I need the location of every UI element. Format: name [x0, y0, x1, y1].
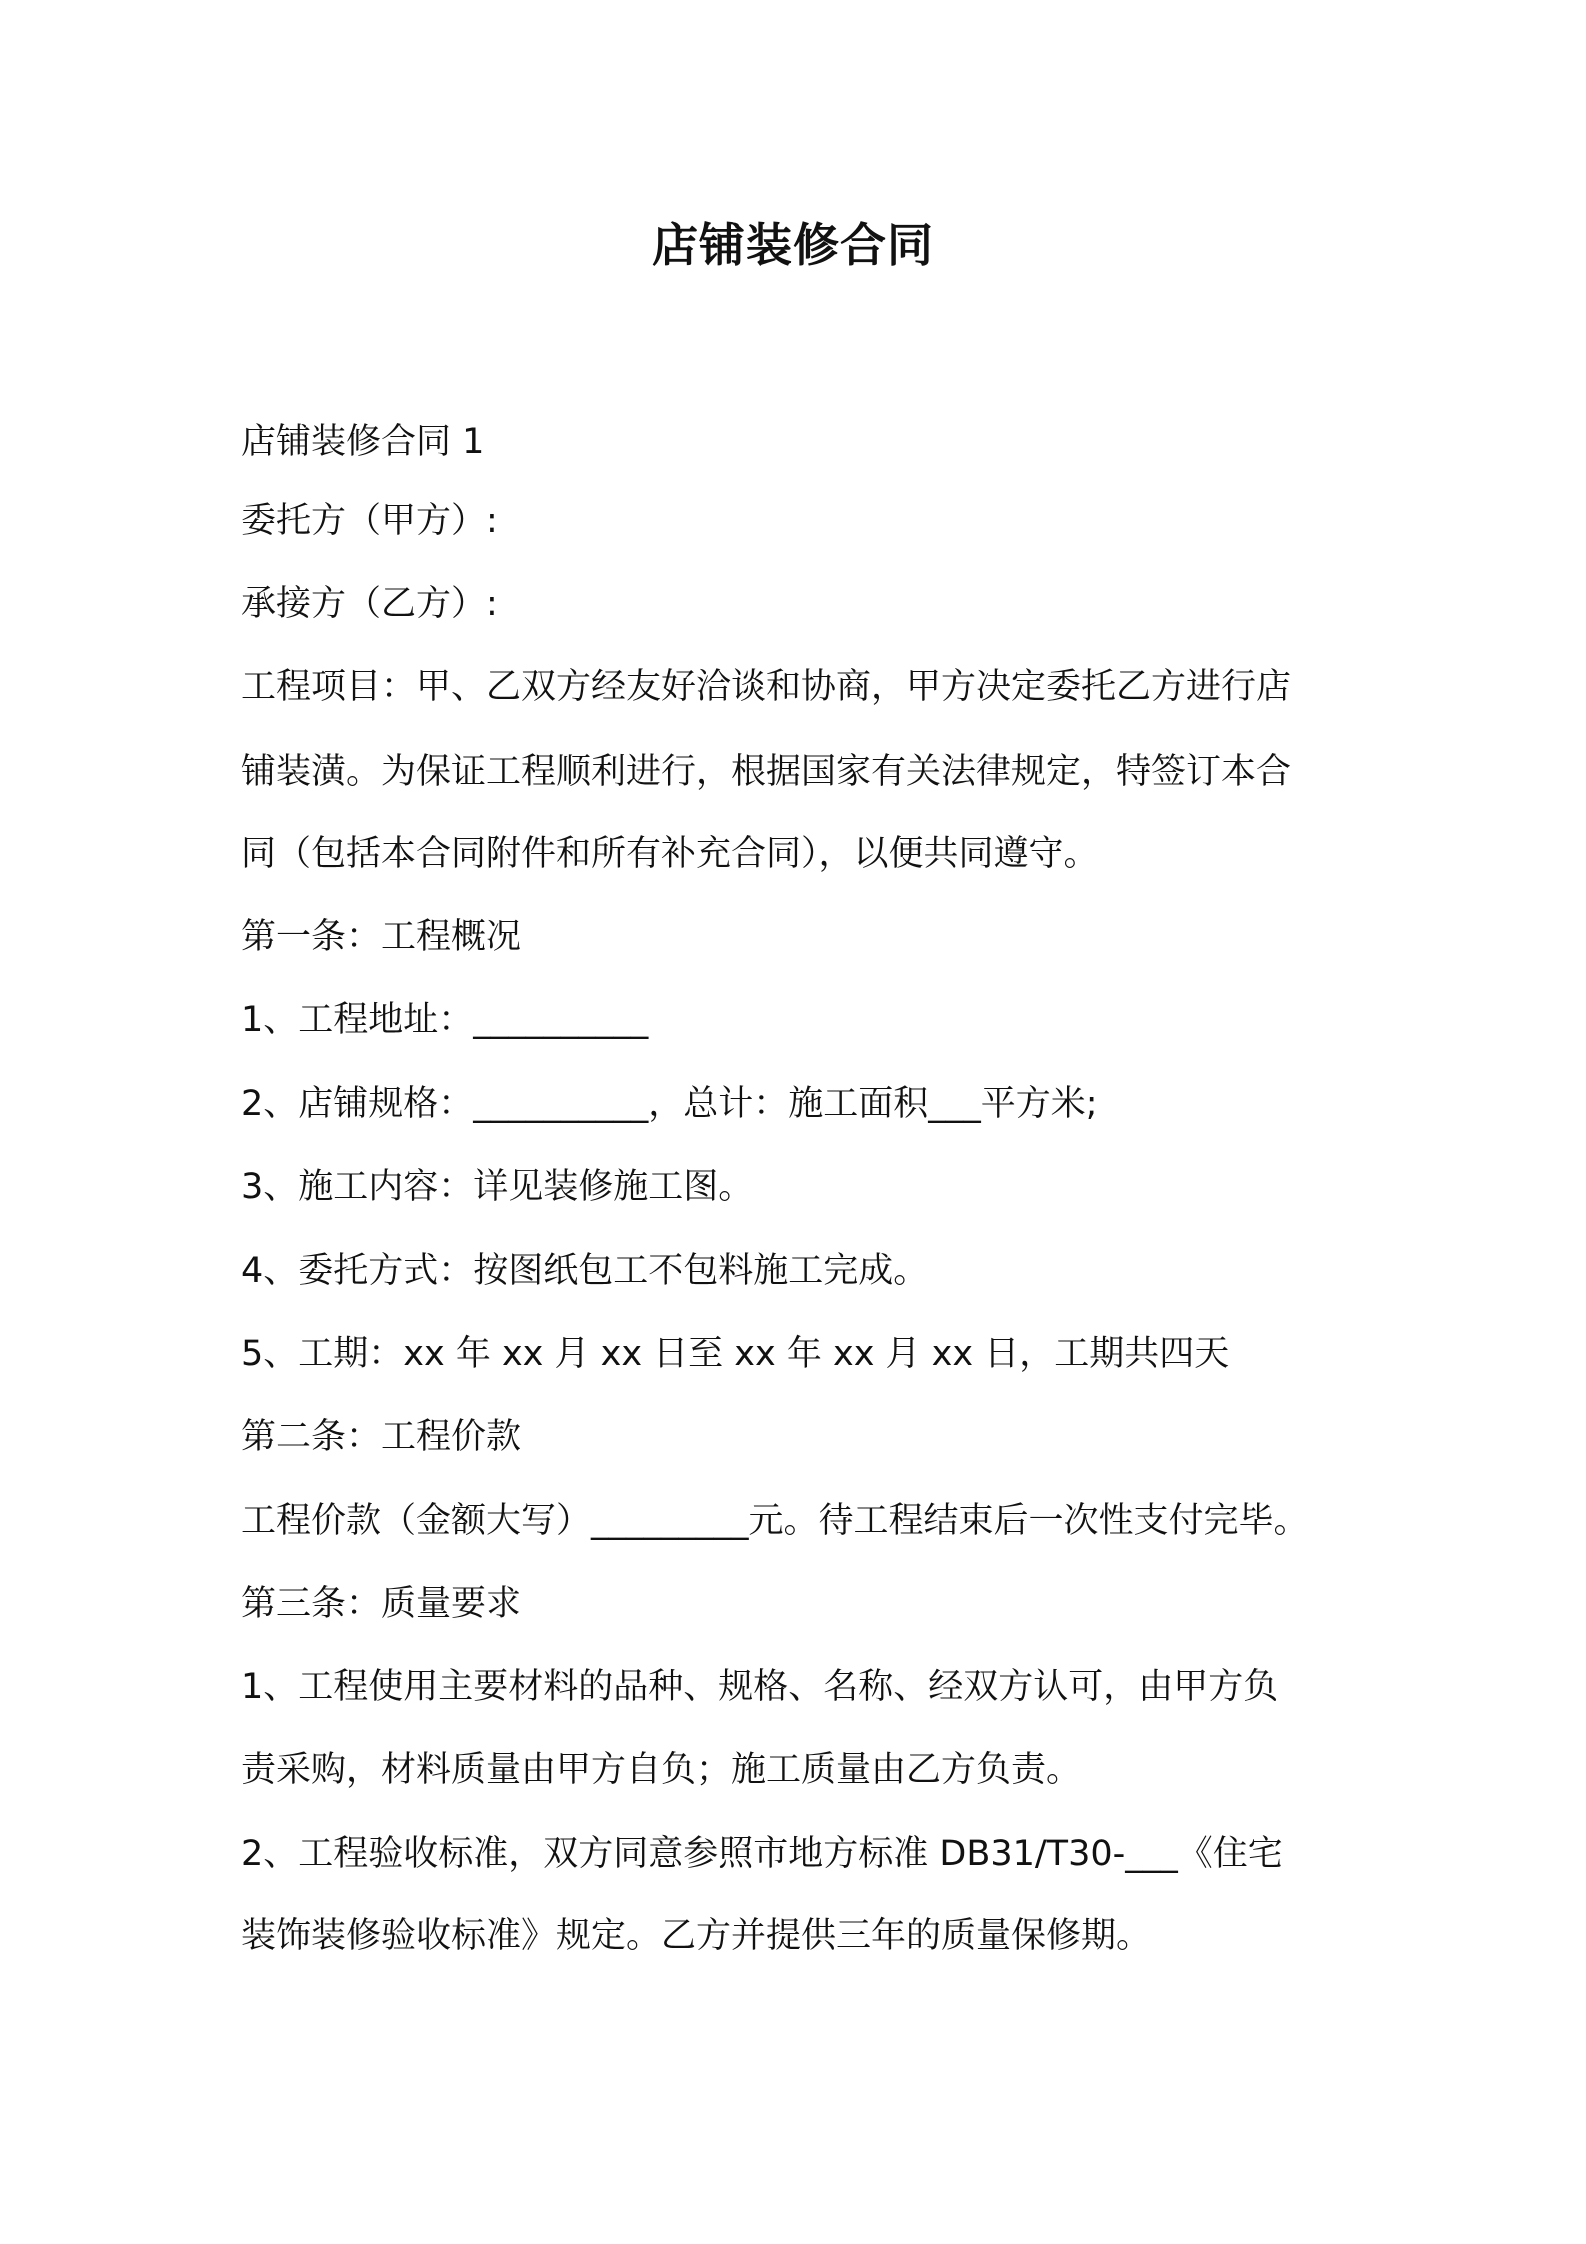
article-3-heading: 第三条：质量要求 — [241, 1584, 522, 1624]
article-1-item: 1、工程地址：__________ — [241, 1000, 649, 1040]
project-paragraph-line: 铺装潢。为保证工程顺利进行，根据国家有关法律规定，特签订本合 — [241, 752, 1292, 792]
article-2-heading: 第二条：工程价款 — [241, 1417, 522, 1457]
party-b-line: 承接方（乙方）: — [241, 584, 498, 624]
contract-subtitle: 店铺装修合同 1 — [241, 422, 485, 462]
project-paragraph-line: 同（包括本合同附件和所有补充合同），以便共同遵守。 — [241, 834, 1099, 874]
article-3-item: 1、工程使用主要材料的品种、规格、名称、经双方认可，由甲方负 — [241, 1667, 1279, 1707]
article-1-item: 3、施工内容：详见装修施工图。 — [241, 1167, 754, 1207]
article-1-item: 2、店铺规格：__________，总计：施工面积___平方米; — [241, 1084, 1098, 1124]
article-3-item: 2、工程验收标准，双方同意参照市地方标准 DB31/T30-___《住宅 — [241, 1834, 1283, 1874]
project-paragraph-line: 工程项目：甲、乙双方经友好洽谈和协商，甲方决定委托乙方进行店 — [241, 667, 1292, 707]
article-3-item: 装饰装修验收标准》规定。乙方并提供三年的质量保修期。 — [241, 1916, 1152, 1956]
article-1-item: 4、委托方式：按图纸包工不包料施工完成。 — [241, 1251, 929, 1291]
document-title: 店铺装修合同 — [652, 218, 934, 272]
article-1-heading: 第一条：工程概况 — [241, 917, 522, 957]
article-2-text: 工程价款（金额大写）_________元。待工程结束后一次性支付完毕。 — [241, 1501, 1309, 1541]
party-a-line: 委托方（甲方）: — [241, 501, 498, 541]
article-1-item: 5、工期：xx 年 xx 月 xx 日至 xx 年 xx 月 xx 日，工期共四天 — [241, 1334, 1230, 1374]
article-3-item: 责采购，材料质量由甲方自负；施工质量由乙方负责。 — [241, 1750, 1082, 1790]
